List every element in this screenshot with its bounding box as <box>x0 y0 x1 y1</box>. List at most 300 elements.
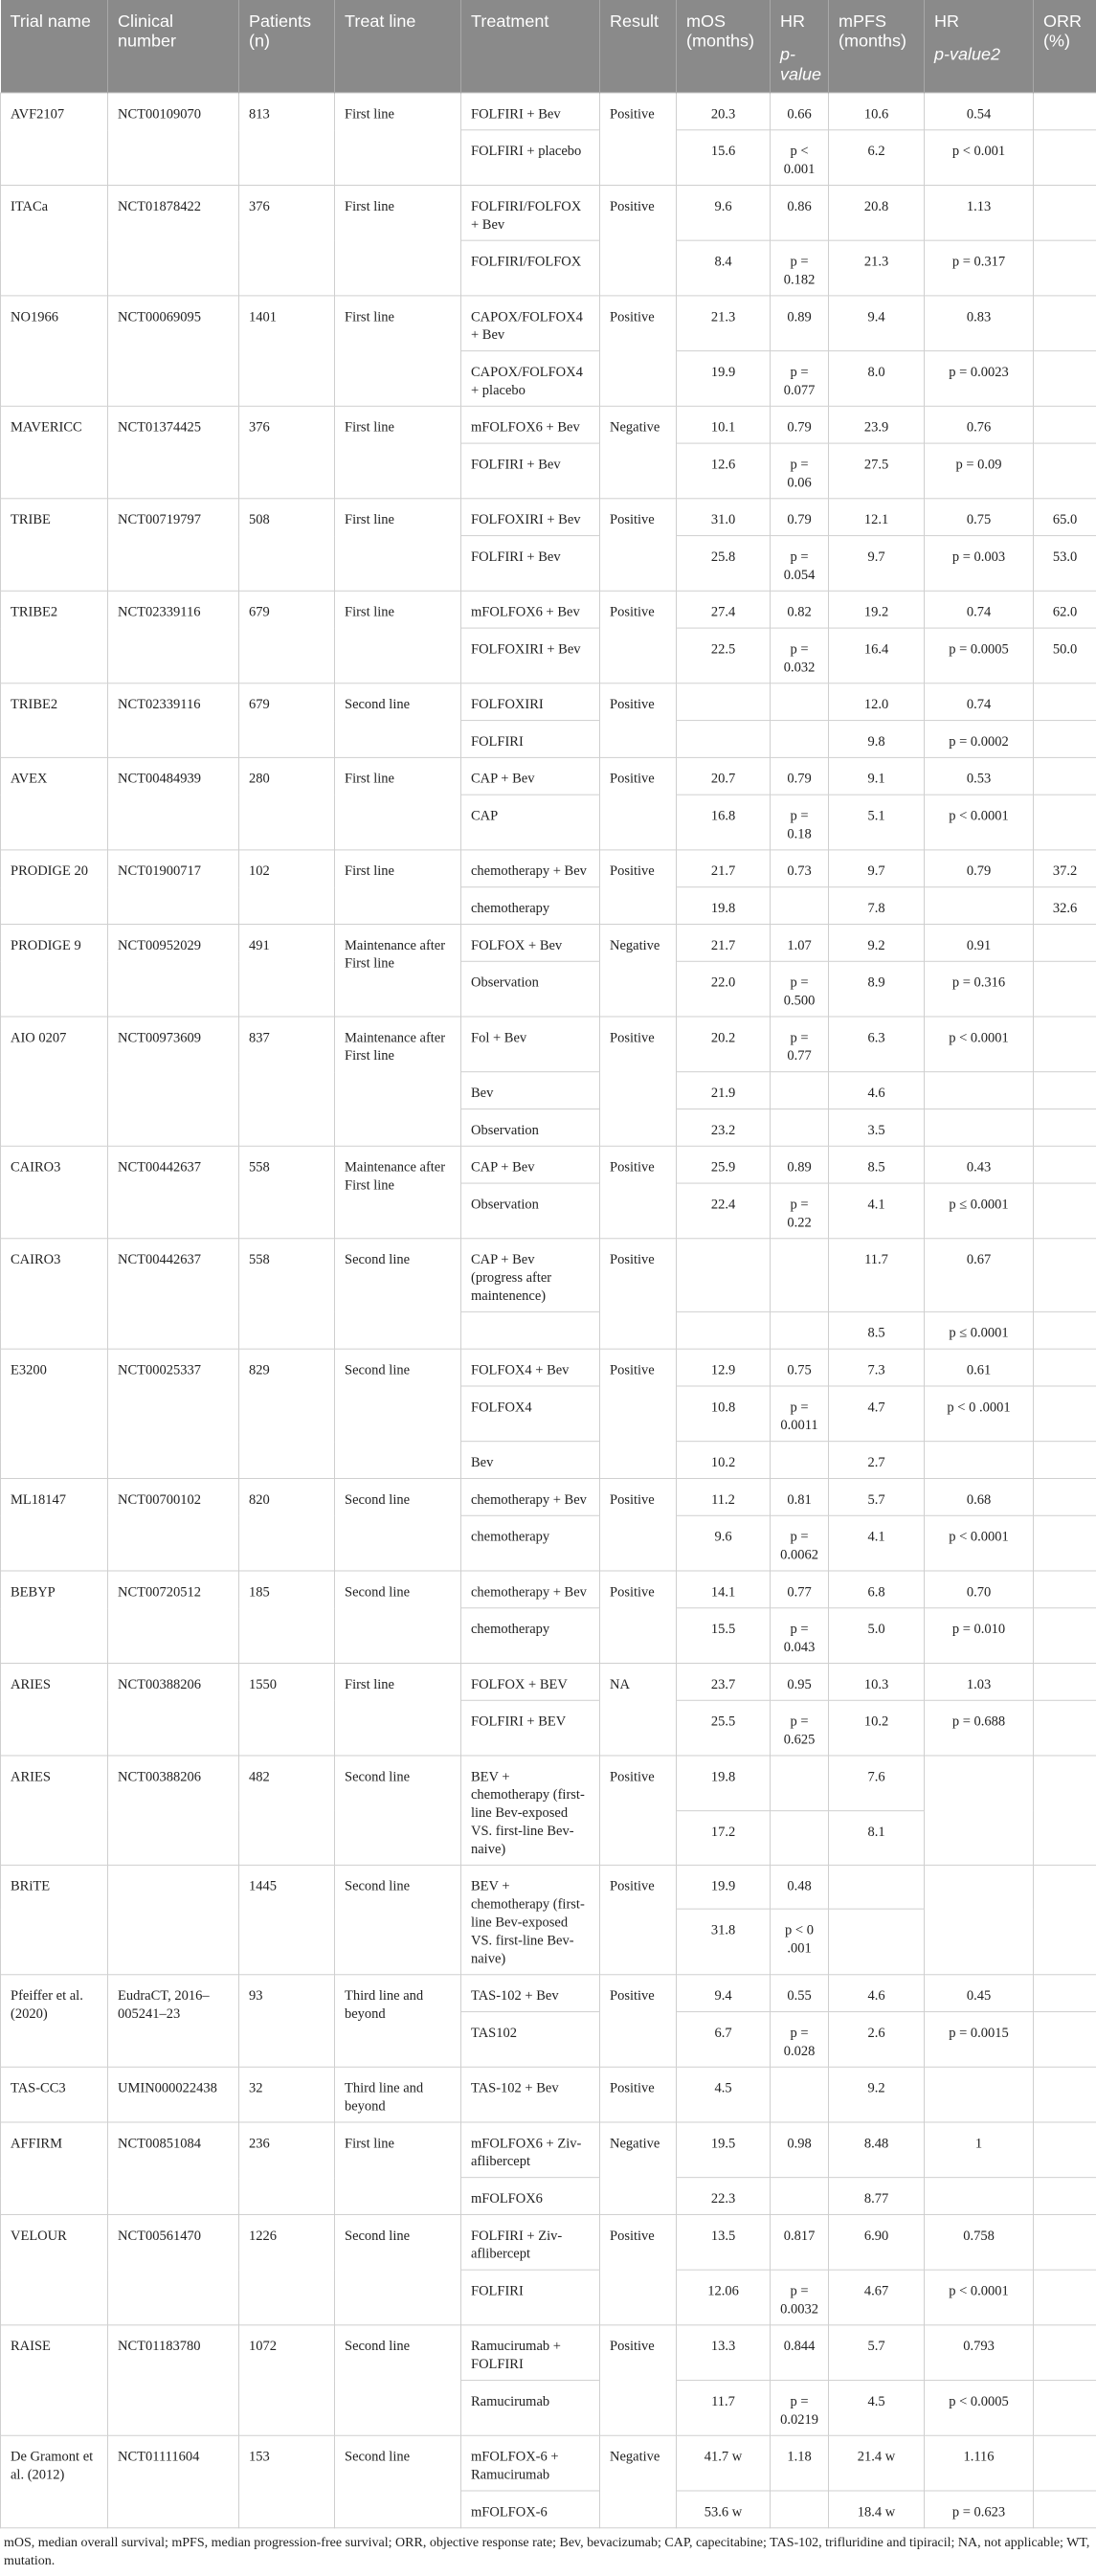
treatment-cell: Observation <box>461 1183 600 1239</box>
mos-cell: 4.5 <box>677 2067 771 2122</box>
table-row <box>1 2067 1096 2122</box>
patients-cell: 679 <box>239 591 335 683</box>
mpfs-cell: 2.7 <box>829 1442 925 1479</box>
hr-pfs-cell: p ≤ 0.0001 <box>925 1183 1034 1239</box>
hr-os-cell: p = 0.043 <box>771 1608 829 1664</box>
mos-cell: 16.8 <box>677 795 771 850</box>
mos-cell: 13.3 <box>677 2325 771 2381</box>
mos-cell: 19.8 <box>677 1756 771 1810</box>
mos-cell: 15.5 <box>677 1608 771 1664</box>
trial-name-cell: MAVERICC <box>1 406 108 498</box>
hr-os-cell <box>771 887 829 925</box>
hr-os-cell: p = 0.077 <box>771 351 829 407</box>
hr-pfs-cell <box>925 1756 1034 1865</box>
treatment-cell: FOLFOX + Bev <box>461 924 600 961</box>
hr-os-cell: 0.79 <box>771 406 829 443</box>
mpfs-cell: 9.2 <box>829 2067 925 2122</box>
clinical-number-cell: NCT02339116 <box>108 591 239 683</box>
treat-line-cell: First line <box>335 1663 461 1755</box>
mos-cell: 6.7 <box>677 2012 771 2068</box>
treatment-cell: FOLFIRI/FOLFOX + Bev <box>461 185 600 240</box>
treat-line-cell: Second line <box>335 1239 461 1349</box>
table-row <box>1 1975 1096 2012</box>
treatment-cell: FOLFIRI <box>461 721 600 758</box>
trial-name-cell: TAS-CC3 <box>1 2067 108 2122</box>
hr-pfs-cell: 0.43 <box>925 1146 1034 1183</box>
result-cell: NA <box>600 1663 677 1755</box>
mpfs-cell: 23.9 <box>829 406 925 443</box>
orr-cell <box>1034 1239 1096 1312</box>
hr-pfs-cell: p < 0.001 <box>925 130 1034 186</box>
mos-cell: 20.3 <box>677 93 771 130</box>
hr-pfs-cell: p = 0.0023 <box>925 351 1034 407</box>
hr-pfs-cell: 0.74 <box>925 591 1034 628</box>
table-row <box>1 185 1096 240</box>
orr-cell: 32.6 <box>1034 887 1096 925</box>
hr-os-cell <box>771 1442 829 1479</box>
table-row <box>1 1017 1096 1072</box>
treat-line-cell: Third line and beyond <box>335 1975 461 2067</box>
trial-name-cell: CAIRO3 <box>1 1239 108 1349</box>
mos-cell: 9.6 <box>677 1515 771 1571</box>
treat-line-cell: First line <box>335 499 461 591</box>
hr-pfs-cell: 0.54 <box>925 93 1034 130</box>
orr-cell <box>1034 240 1096 296</box>
hr-os-cell: p = 0.77 <box>771 1017 829 1072</box>
mpfs-cell: 7.6 <box>829 1756 925 1810</box>
patients-cell: 558 <box>239 1239 335 1349</box>
hr-os-cell: p = 0.032 <box>771 628 829 683</box>
table-row <box>1 1756 1096 1810</box>
clinical-number-cell: NCT00952029 <box>108 924 239 1016</box>
treatment-cell: CAPOX/FOLFOX4 + placebo <box>461 351 600 407</box>
mpfs-cell: 8.9 <box>829 961 925 1017</box>
header-hr-os-sub: p-value <box>780 44 822 84</box>
hr-os-cell: p = 0.0032 <box>771 2270 829 2325</box>
mos-cell: 21.7 <box>677 924 771 961</box>
orr-cell <box>1034 757 1096 795</box>
header-hr-pfs <box>925 0 1034 93</box>
mpfs-cell: 2.6 <box>829 2012 925 2068</box>
clinical-number-cell: NCT00069095 <box>108 296 239 406</box>
result-cell: Positive <box>600 1478 677 1570</box>
header-treat-line: Treat line <box>335 0 461 93</box>
mos-cell: 41.7 w <box>677 2435 771 2491</box>
trial-name-cell: E3200 <box>1 1349 108 1478</box>
mpfs-cell: 4.1 <box>829 1183 925 1239</box>
orr-cell <box>1034 1608 1096 1664</box>
patients-cell: 508 <box>239 499 335 591</box>
trial-name-cell: BEBYP <box>1 1571 108 1663</box>
patients-cell: 1445 <box>239 1865 335 1974</box>
clinical-number-cell: NCT00442637 <box>108 1239 239 1349</box>
orr-cell <box>1034 924 1096 961</box>
trial-name-cell: ML18147 <box>1 1478 108 1570</box>
mpfs-cell: 5.1 <box>829 795 925 850</box>
mpfs-cell: 8.5 <box>829 1146 925 1183</box>
hr-os-cell: p = 0.22 <box>771 1183 829 1239</box>
hr-pfs-cell: p = 0.0002 <box>925 721 1034 758</box>
mos-cell: 31.0 <box>677 499 771 536</box>
treat-line-cell: First line <box>335 850 461 925</box>
trial-name-cell: TRIBE2 <box>1 683 108 758</box>
table-row <box>1 296 1096 351</box>
mos-cell: 20.7 <box>677 757 771 795</box>
table-row <box>1 1349 1096 1386</box>
hr-os-cell <box>771 2067 829 2122</box>
result-cell: Positive <box>600 850 677 925</box>
mpfs-cell: 12.0 <box>829 683 925 721</box>
hr-os-cell: p = 0.182 <box>771 240 829 296</box>
clinical-number-cell: NCT00388206 <box>108 1663 239 1755</box>
treat-line-cell: Third line and beyond <box>335 2067 461 2122</box>
mpfs-cell: 5.7 <box>829 1478 925 1515</box>
treatment-cell: chemotherapy <box>461 887 600 925</box>
mpfs-cell: 4.67 <box>829 2270 925 2325</box>
result-cell: Positive <box>600 683 677 758</box>
hr-pfs-cell: 0.79 <box>925 850 1034 887</box>
mpfs-cell: 20.8 <box>829 185 925 240</box>
patients-cell: 829 <box>239 1349 335 1478</box>
patients-cell: 376 <box>239 406 335 498</box>
result-cell: Positive <box>600 1975 677 2067</box>
treatment-cell: Bev <box>461 1442 600 1479</box>
hr-pfs-cell: 0.91 <box>925 924 1034 961</box>
mpfs-cell: 8.77 <box>829 2178 925 2215</box>
mos-cell: 12.6 <box>677 443 771 499</box>
orr-cell <box>1034 406 1096 443</box>
result-cell: Negative <box>600 2122 677 2214</box>
mpfs-cell: 8.5 <box>829 1311 925 1349</box>
orr-cell: 65.0 <box>1034 499 1096 536</box>
treat-line-cell: Second line <box>335 1478 461 1570</box>
treatment-cell: Bev <box>461 1072 600 1109</box>
hr-os-cell <box>771 1311 829 1349</box>
mpfs-cell: 9.7 <box>829 850 925 887</box>
mpfs-cell: 6.3 <box>829 1017 925 1072</box>
orr-cell <box>1034 2435 1096 2491</box>
mos-cell <box>677 1239 771 1312</box>
treatment-cell: FOLFIRI + Bev <box>461 443 600 499</box>
orr-cell <box>1034 1146 1096 1183</box>
orr-cell <box>1034 2012 1096 2068</box>
result-cell: Positive <box>600 1756 677 1865</box>
result-cell: Positive <box>600 1239 677 1349</box>
result-cell: Positive <box>600 185 677 295</box>
hr-os-cell: p = 0.06 <box>771 443 829 499</box>
treat-line-cell: Second line <box>335 1865 461 1974</box>
mos-cell <box>677 721 771 758</box>
table-row <box>1 1663 1096 1700</box>
table-row <box>1 2325 1096 2381</box>
trial-name-cell: AFFIRM <box>1 2122 108 2214</box>
orr-cell <box>1034 2178 1096 2215</box>
mpfs-cell: 7.8 <box>829 887 925 925</box>
hr-os-cell: 0.89 <box>771 296 829 351</box>
result-cell: Positive <box>600 2325 677 2435</box>
hr-pfs-cell: 1.116 <box>925 2435 1034 2491</box>
hr-pfs-cell <box>925 1865 1034 1974</box>
treatment-cell: FOLFIRI <box>461 2270 600 2325</box>
header-orr: ORR (%) <box>1034 0 1096 93</box>
orr-cell <box>1034 296 1096 351</box>
hr-os-cell: 0.95 <box>771 1663 829 1700</box>
mos-cell: 14.1 <box>677 1571 771 1608</box>
hr-pfs-cell: 0.61 <box>925 1349 1034 1386</box>
treat-line-cell: Second line <box>335 683 461 758</box>
mos-cell: 15.6 <box>677 130 771 186</box>
table-row <box>1 924 1096 961</box>
patients-cell: 837 <box>239 1017 335 1146</box>
treat-line-cell: Second line <box>335 2214 461 2324</box>
mpfs-cell: 18.4 w <box>829 2491 925 2528</box>
hr-os-cell <box>771 2178 829 2215</box>
hr-pfs-cell: 0.45 <box>925 1975 1034 2012</box>
mos-cell <box>677 1311 771 1349</box>
treat-line-cell: First line <box>335 296 461 406</box>
mos-cell: 23.7 <box>677 1663 771 1700</box>
mos-cell: 19.9 <box>677 351 771 407</box>
hr-pfs-cell <box>925 2067 1034 2122</box>
hr-os-cell: 0.66 <box>771 93 829 130</box>
orr-cell <box>1034 1386 1096 1442</box>
mos-cell: 8.4 <box>677 240 771 296</box>
header-patients: Patients (n) <box>239 0 335 93</box>
treatment-cell: TAS-102 + Bev <box>461 2067 600 2122</box>
hr-os-cell: p = 0.500 <box>771 961 829 1017</box>
treatment-cell: TAS-102 + Bev <box>461 1975 600 2012</box>
clinical-number-cell: NCT00973609 <box>108 1017 239 1146</box>
treatment-cell: Ramucirumab + FOLFIRI <box>461 2325 600 2381</box>
treatment-cell: BEV + chemotherapy (first-line Bev-exposed VS. first-line Bev-naive) <box>461 1756 600 1865</box>
orr-cell <box>1034 93 1096 130</box>
mos-cell: 13.5 <box>677 2214 771 2270</box>
hr-pfs-cell: p = 0.010 <box>925 1608 1034 1664</box>
hr-os-cell <box>771 721 829 758</box>
trial-name-cell: ITACa <box>1 185 108 295</box>
table-footnote: mOS, median overall survival; mPFS, median progression-free survival; ORR, objective response rate; Bev, bevacizumab; CAP, capecitabine; TAS-102, trifluridine and tipiracil; NA, not applicable; WT, mutation. <box>4 2536 1090 2569</box>
hr-os-cell: 0.844 <box>771 2325 829 2381</box>
hr-pfs-cell: p = 0.688 <box>925 1700 1034 1756</box>
treatment-cell: FOLFIRI + Bev <box>461 536 600 592</box>
table-row <box>1 1478 1096 1515</box>
treatment-cell: FOLFOXIRI <box>461 683 600 721</box>
hr-pfs-cell: p ≤ 0.0001 <box>925 1311 1034 1349</box>
mos-cell: 21.3 <box>677 296 771 351</box>
orr-cell <box>1034 2325 1096 2381</box>
result-cell: Positive <box>600 1146 677 1238</box>
mpfs-cell: 8.48 <box>829 2122 925 2178</box>
result-cell: Positive <box>600 1571 677 1663</box>
treatment-cell: CAPOX/FOLFOX4 + Bev <box>461 296 600 351</box>
treatment-cell: mFOLFOX6 + Ziv-aflibercept <box>461 2122 600 2178</box>
mos-cell: 25.9 <box>677 1146 771 1183</box>
header-treatment: Treatment <box>461 0 600 93</box>
result-cell: Positive <box>600 591 677 683</box>
mos-cell: 22.0 <box>677 961 771 1017</box>
header-hr-pfs-label: HR <box>934 11 959 31</box>
hr-pfs-cell: 0.74 <box>925 683 1034 721</box>
mpfs-cell <box>829 1909 925 1974</box>
mpfs-cell: 9.2 <box>829 924 925 961</box>
hr-os-cell: p = 0.0219 <box>771 2381 829 2436</box>
hr-pfs-cell: p = 0.0015 <box>925 2012 1034 2068</box>
treat-line-cell: Second line <box>335 1349 461 1478</box>
treat-line-cell: First line <box>335 757 461 849</box>
clinical-number-cell: NCT00561470 <box>108 2214 239 2324</box>
mos-cell: 22.5 <box>677 628 771 683</box>
hr-os-cell: p = 0.054 <box>771 536 829 592</box>
mpfs-cell: 8.1 <box>829 1810 925 1865</box>
clinical-number-cell: NCT00700102 <box>108 1478 239 1570</box>
orr-cell <box>1034 2491 1096 2528</box>
result-cell: Positive <box>600 757 677 849</box>
orr-cell <box>1034 2067 1096 2122</box>
mpfs-cell: 6.2 <box>829 130 925 186</box>
hr-os-cell: p = 0.028 <box>771 2012 829 2068</box>
orr-cell <box>1034 1975 1096 2012</box>
patients-cell: 32 <box>239 2067 335 2122</box>
orr-cell <box>1034 1109 1096 1146</box>
hr-os-cell: 1.07 <box>771 924 829 961</box>
mpfs-cell: 5.0 <box>829 1608 925 1664</box>
orr-cell <box>1034 443 1096 499</box>
trial-name-cell: BRiTE <box>1 1865 108 1974</box>
result-cell: Negative <box>600 2435 677 2527</box>
hr-os-cell <box>771 1109 829 1146</box>
header-clinical-number: Clinical number <box>108 0 239 93</box>
hr-os-cell: p = 0.0011 <box>771 1386 829 1442</box>
orr-cell <box>1034 1017 1096 1072</box>
hr-pfs-cell: p = 0.0005 <box>925 628 1034 683</box>
mos-cell: 11.2 <box>677 1478 771 1515</box>
hr-os-cell: 0.82 <box>771 591 829 628</box>
hr-pfs-cell: p = 0.003 <box>925 536 1034 592</box>
mpfs-cell: 4.1 <box>829 1515 925 1571</box>
mos-cell: 53.6 w <box>677 2491 771 2528</box>
orr-cell <box>1034 961 1096 1017</box>
hr-pfs-cell: 0.76 <box>925 406 1034 443</box>
table-row <box>1 2214 1096 2270</box>
table-row <box>1 1865 1096 1909</box>
mos-cell: 23.2 <box>677 1109 771 1146</box>
hr-os-cell: 0.55 <box>771 1975 829 2012</box>
clinical-number-cell: NCT01878422 <box>108 185 239 295</box>
orr-cell: 53.0 <box>1034 536 1096 592</box>
trial-name-cell: AVEX <box>1 757 108 849</box>
hr-os-cell: 0.79 <box>771 757 829 795</box>
clinical-number-cell: EudraCT, 2016–005241–23 <box>108 1975 239 2067</box>
patients-cell: 558 <box>239 1146 335 1238</box>
hr-pfs-cell: p = 0.316 <box>925 961 1034 1017</box>
hr-pfs-cell: 0.67 <box>925 1239 1034 1312</box>
treatment-cell: mFOLFOX6 + Bev <box>461 406 600 443</box>
orr-cell <box>1034 1756 1096 1865</box>
header-trial-name: Trial name <box>1 0 108 93</box>
patients-cell: 482 <box>239 1756 335 1865</box>
mos-cell: 19.8 <box>677 887 771 925</box>
result-cell: Positive <box>600 2067 677 2122</box>
mos-cell: 27.4 <box>677 591 771 628</box>
orr-cell <box>1034 130 1096 186</box>
mos-cell: 10.1 <box>677 406 771 443</box>
orr-cell <box>1034 2270 1096 2325</box>
clinical-number-cell: UMIN000022438 <box>108 2067 239 2122</box>
table-row <box>1 850 1096 887</box>
table-row <box>1 1239 1096 1312</box>
hr-os-cell: 0.75 <box>771 1349 829 1386</box>
hr-os-cell <box>771 1239 829 1312</box>
mos-cell: 12.06 <box>677 2270 771 2325</box>
treat-line-cell: First line <box>335 406 461 498</box>
table-row <box>1 757 1096 795</box>
orr-cell <box>1034 683 1096 721</box>
mos-cell: 20.2 <box>677 1017 771 1072</box>
mpfs-cell: 10.6 <box>829 93 925 130</box>
table-row <box>1 2435 1096 2491</box>
treatment-cell: FOLFIRI + Bev <box>461 93 600 130</box>
mpfs-cell: 16.4 <box>829 628 925 683</box>
treat-line-cell: First line <box>335 185 461 295</box>
clinical-number-cell: NCT00484939 <box>108 757 239 849</box>
treatment-cell: mFOLFOX6 + Bev <box>461 591 600 628</box>
mos-cell: 25.5 <box>677 1700 771 1756</box>
hr-pfs-cell <box>925 1442 1034 1479</box>
trial-name-cell: Pfeiffer et al. (2020) <box>1 1975 108 2067</box>
orr-cell <box>1034 795 1096 850</box>
treat-line-cell: Maintenance after First line <box>335 924 461 1016</box>
mos-cell: 10.2 <box>677 1442 771 1479</box>
hr-pfs-cell: 0.70 <box>925 1571 1034 1608</box>
trial-name-cell: PRODIGE 20 <box>1 850 108 925</box>
clinical-number-cell: NCT00851084 <box>108 2122 239 2214</box>
result-cell: Positive <box>600 1865 677 1974</box>
result-cell: Positive <box>600 2214 677 2324</box>
mpfs-cell: 4.6 <box>829 1072 925 1109</box>
hr-os-cell <box>771 1756 829 1810</box>
hr-pfs-cell <box>925 1072 1034 1109</box>
treat-line-cell: First line <box>335 93 461 185</box>
patients-cell: 185 <box>239 1571 335 1663</box>
mos-cell: 22.4 <box>677 1183 771 1239</box>
patients-cell: 813 <box>239 93 335 185</box>
hr-os-cell: 0.817 <box>771 2214 829 2270</box>
trial-name-cell: VELOUR <box>1 2214 108 2324</box>
hr-os-cell <box>771 1072 829 1109</box>
treatment-cell: FOLFIRI + Ziv-aflibercept <box>461 2214 600 2270</box>
treatment-cell: BEV + chemotherapy (first-line Bev-exposed VS. first-line Bev-naive) <box>461 1865 600 1974</box>
patients-cell: 236 <box>239 2122 335 2214</box>
patients-cell: 679 <box>239 683 335 758</box>
trial-name-cell: TRIBE <box>1 499 108 591</box>
result-cell: Positive <box>600 296 677 406</box>
hr-pfs-cell: p < 0 .0001 <box>925 1386 1034 1442</box>
table-row <box>1 499 1096 536</box>
mos-cell: 31.8 <box>677 1909 771 1974</box>
table-row <box>1 1571 1096 1608</box>
treat-line-cell: Maintenance after First line <box>335 1017 461 1146</box>
hr-pfs-cell: 0.758 <box>925 2214 1034 2270</box>
treat-line-cell: First line <box>335 2122 461 2214</box>
clinical-number-cell: NCT00720512 <box>108 1571 239 1663</box>
hr-pfs-cell: p < 0.0001 <box>925 1017 1034 1072</box>
clinical-number-cell: NCT01900717 <box>108 850 239 925</box>
orr-cell <box>1034 2381 1096 2436</box>
treatment-cell <box>461 1311 600 1349</box>
hr-pfs-cell: 1.13 <box>925 185 1034 240</box>
treatment-cell: chemotherapy <box>461 1608 600 1664</box>
trial-name-cell: De Gramont et al. (2012) <box>1 2435 108 2527</box>
